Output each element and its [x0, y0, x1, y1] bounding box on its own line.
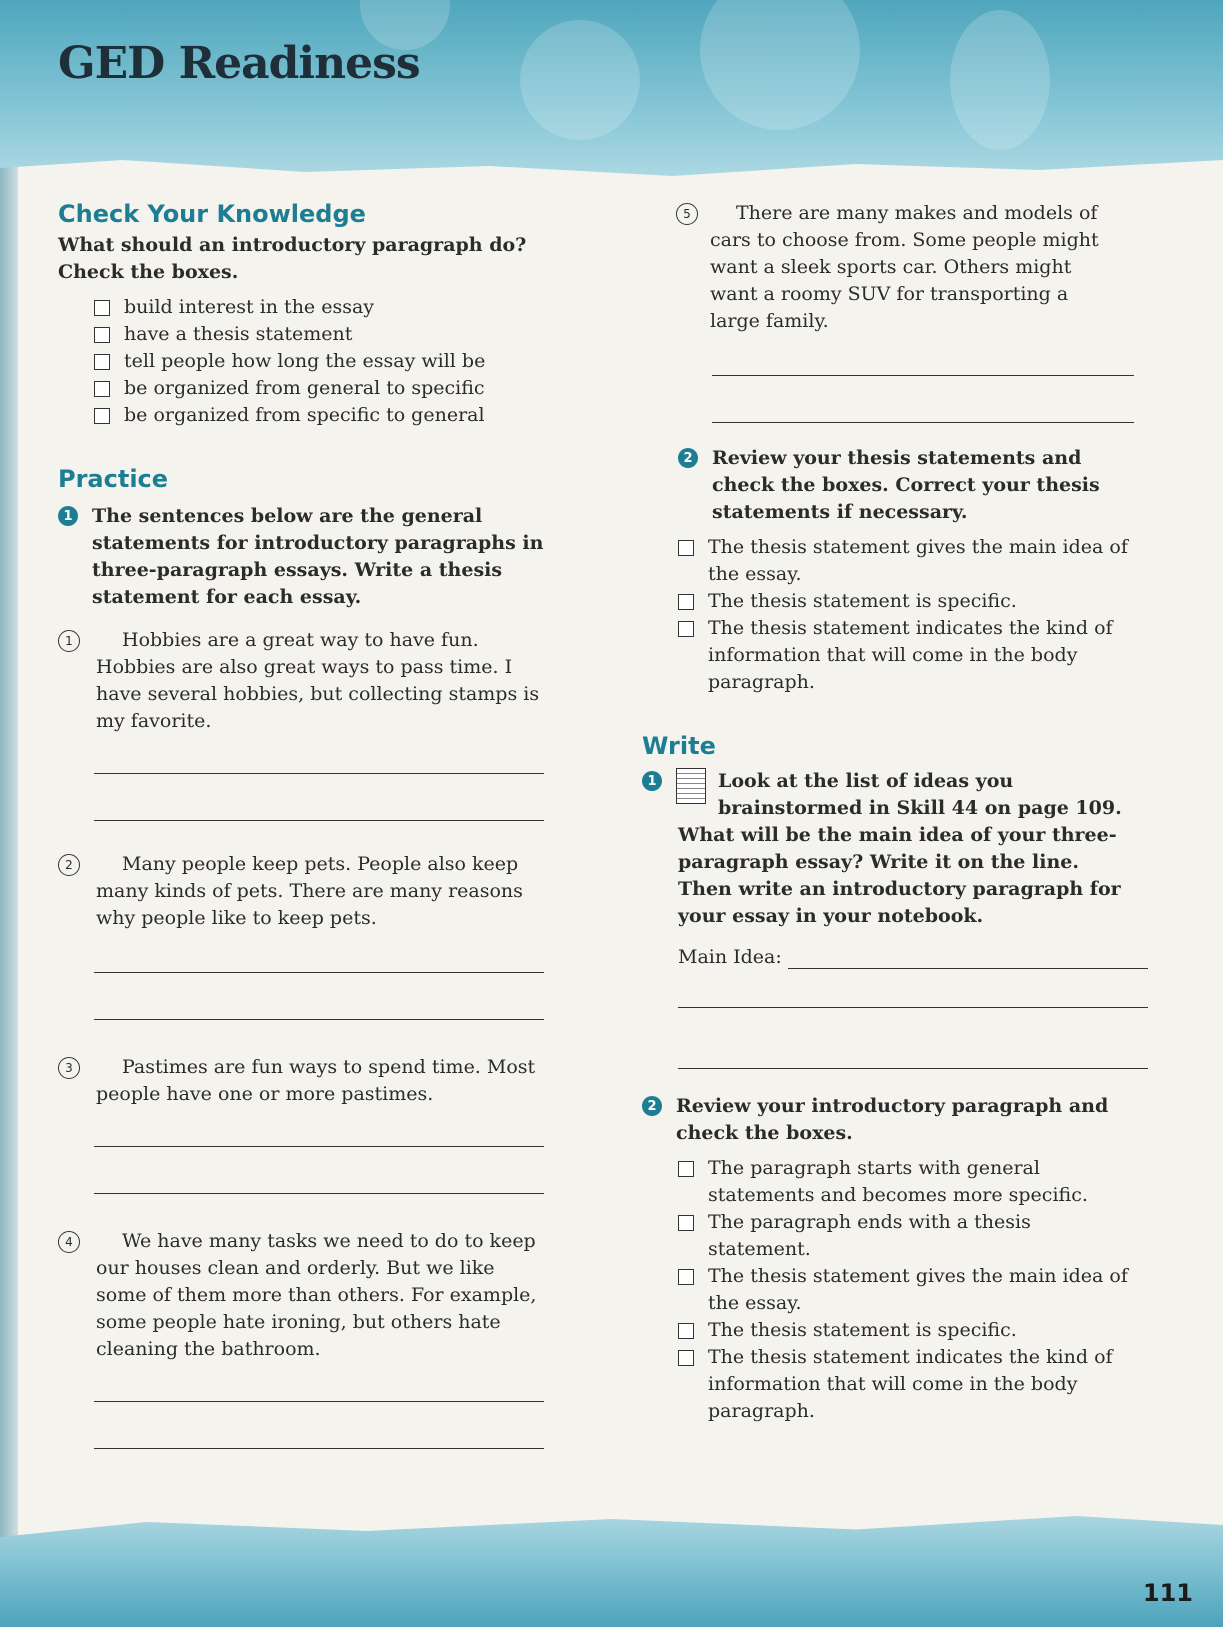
checkbox[interactable]: [678, 1161, 694, 1177]
answer-line[interactable]: [94, 1401, 544, 1402]
item-number: 2: [58, 854, 80, 876]
practice-item: 3 Pastimes are fun ways to spend time. Most people have one or more pastimes.: [94, 1054, 544, 1108]
checkbox[interactable]: [678, 540, 694, 556]
checklist-item: The paragraph starts with general statements and becomes more specific.: [678, 1155, 1148, 1209]
checklist-item: The thesis statement is specific.: [678, 1317, 1148, 1344]
write-q1-lead: Look at the list of ideas you brainstormed in Skill 44 on page 109.: [718, 770, 1122, 819]
practice-items: [65, 627, 544, 1449]
checklist-item: The thesis statement indicates the kind of information that will come in the body paragraph.: [678, 1344, 1148, 1425]
question-number: 2: [678, 448, 698, 468]
item-number: 5: [676, 203, 698, 225]
checklist-item: The thesis statement gives the main idea of the essay.: [678, 1263, 1148, 1317]
answer-line[interactable]: [678, 1007, 1148, 1008]
practice-review-list: [678, 534, 1148, 696]
checklist-item: The paragraph ends with a thesis statement.: [678, 1209, 1148, 1263]
write-question-2: [642, 1093, 1148, 1147]
practice-heading: Practice: [58, 465, 169, 493]
answer-line[interactable]: [712, 422, 1134, 423]
write-question-1: [642, 768, 1148, 822]
left-column: [58, 200, 578, 1449]
main-idea-label: Main Idea:: [678, 946, 782, 968]
answer-line[interactable]: [94, 972, 544, 973]
answer-line[interactable]: [94, 1193, 544, 1194]
checklist-item: be organized from specific to general: [94, 402, 578, 429]
checklist-item: The thesis statement is specific.: [678, 588, 1148, 615]
main-idea-line[interactable]: [788, 968, 1148, 969]
answer-line[interactable]: [712, 375, 1134, 376]
checkbox[interactable]: [94, 408, 110, 424]
checklist-item: have a thesis statement: [94, 321, 578, 348]
item-number: 1: [58, 630, 80, 652]
notebook-icon: [676, 768, 706, 804]
right-column: [642, 200, 1148, 1425]
checklist-item: The thesis statement indicates the kind of information that will come in the body paragraph.: [678, 615, 1148, 696]
page-title: GED Readiness: [58, 38, 420, 89]
checkbox[interactable]: [678, 621, 694, 637]
footer-banner: [0, 1477, 1223, 1627]
checkbox[interactable]: [678, 1215, 694, 1231]
header-banner: [0, 0, 1223, 200]
checkbox[interactable]: [678, 1350, 694, 1366]
answer-line[interactable]: [94, 773, 544, 774]
check-knowledge-heading: Check Your Knowledge: [58, 200, 366, 228]
practice-q1-instructions: The sentences below are the general statements for introductory paragraphs in three-paragraph essays. Write a thesis statement for each essay.: [92, 505, 544, 608]
checkbox[interactable]: [678, 1269, 694, 1285]
checklist-item: The thesis statement gives the main idea of the essay.: [678, 534, 1148, 588]
item-number: 3: [58, 1057, 80, 1079]
check-knowledge-question: What should an introductory paragraph do? Check the boxes.: [58, 234, 527, 283]
checkbox[interactable]: [94, 381, 110, 397]
question-number: 2: [642, 1096, 662, 1116]
checkbox[interactable]: [678, 594, 694, 610]
write-q1-instructions: What will be the main idea of your three-paragraph essay? Write it on the line. Then write an introductory paragraph for your essay in your notebook.: [678, 824, 1121, 927]
write-q2-instructions: Review your introductory paragraph and check the boxes.: [676, 1095, 1109, 1144]
question-number: 1: [642, 771, 662, 791]
page-edge: [0, 0, 18, 1627]
write-review-list: [678, 1155, 1148, 1425]
answer-line[interactable]: [94, 1146, 544, 1147]
checkbox[interactable]: [94, 327, 110, 343]
practice-q2-instructions: Review your thesis statements and check the boxes. Correct your thesis statements if necessary.: [712, 447, 1100, 523]
practice-item: 4 We have many tasks we need to do to keep our houses clean and orderly. But we like some of them more than others. For example, some people hate ironing, but others hate cleaning the bathroom.: [94, 1228, 544, 1363]
checklist-item: build interest in the essay: [94, 294, 578, 321]
item-number: 4: [58, 1231, 80, 1253]
main-idea-row: [678, 944, 1148, 971]
answer-line[interactable]: [94, 820, 544, 821]
practice-item: 1 Hobbies are a great way to have fun. Hobbies are also great ways to pass time. I have several hobbies, but collecting stamps is my favorite.: [94, 627, 544, 735]
write-heading: Write: [642, 732, 716, 760]
practice-question-1: [58, 503, 578, 611]
check-knowledge-list: [94, 294, 578, 429]
answer-line[interactable]: [94, 1448, 544, 1449]
practice-item: 2 Many people keep pets. People also keep many kinds of pets. There are many reasons why people like to keep pets.: [94, 851, 544, 932]
checkbox[interactable]: [678, 1323, 694, 1339]
checklist-item: tell people how long the essay will be: [94, 348, 578, 375]
answer-line[interactable]: [678, 1068, 1148, 1069]
page-number: 111: [1142, 1579, 1193, 1607]
checklist-item: be organized from general to specific: [94, 375, 578, 402]
checkbox[interactable]: [94, 354, 110, 370]
answer-line[interactable]: [94, 1019, 544, 1020]
question-number: 1: [58, 506, 78, 526]
checkbox[interactable]: [94, 300, 110, 316]
practice-item: 5 There are many makes and models of cars to choose from. Some people might want a sleek sports car. Others might want a roomy SUV for transporting a large family.: [678, 200, 1148, 335]
practice-question-2: [678, 445, 1148, 526]
